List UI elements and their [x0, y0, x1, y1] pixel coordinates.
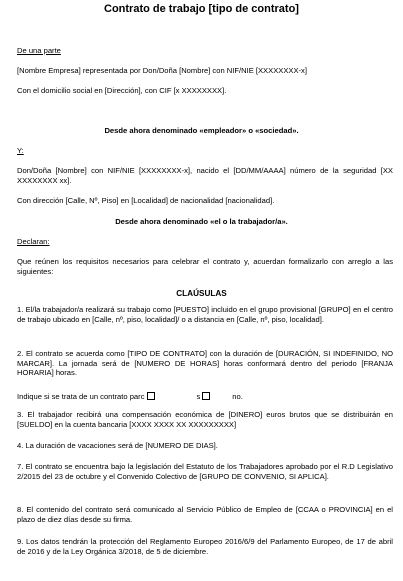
worker-identity-text: Don/Doña [Nombre] con NIF/NIE [XXXXXXXX-x], nacido el [DD/MM/AAAA] número de la seguridad [XX XXXXXXXX xx].	[17, 166, 393, 185]
worker-designation: Desde ahora denominado «el o la trabajador/a».	[115, 217, 288, 226]
clause-2-part-time	[17, 392, 393, 402]
page-title: Contrato de trabajo [tipo de contrato]	[104, 3, 299, 15]
clause-9: 9. Los datos tendrán la protección del Reglamento Europeo 2016/6/9 del Parlamento Europeo, de 17 de abril de 2016 y de la Ley Orgánica 3/2018, de 5 de diciembre.	[17, 537, 393, 556]
section-heading-second-party: Y:	[17, 146, 24, 155]
clause-7: 7. El contrato se encuentra bajo la legislación del Estatuto de los Trabajadores aprobado por el R.D Legislativo 2/2015 del 23 de octubre y el Convenido Colectivo de [GRUPO DE CONVENIO, SI APLICA].	[17, 462, 393, 481]
yes-checkbox[interactable]	[202, 392, 210, 400]
part-time-question: Indique si se trata de un contrato parc	[17, 392, 145, 401]
employer-designation: Desde ahora denominado «empleador» o «sociedad».	[104, 126, 299, 135]
clause-8: 8. El contenido del contrato será comunicado al Servicio Público de Empleo de [CCAA o PROVINCIA] en el plazo de diez días desde su firma.	[17, 505, 393, 524]
part-time-checkbox[interactable]	[147, 392, 155, 400]
employer-representative-text: [Nombre Empresa] representada por Don/Doña [Nombre] con NIF/NIE [XXXXXXXX-x]	[17, 66, 307, 75]
worker-address-text: Con dirección [Calle, Nº, Piso] en [Localidad] de nacionalidad [nacionalidad].	[17, 196, 275, 205]
clause-2: 2. El contrato se acuerda como [TIPO DE CONTRATO] con la duración de [DURACIÓN, SI INDEFINIDO, NO MARCAR]. La jornada será de [NUMERO DE HORAS] horas conformará dentro del periodo [FRANJA HORARIA] horas.	[17, 349, 393, 378]
yes-label: s	[196, 392, 201, 401]
clause-1: 1. El/la trabajador/a realizará su trabajo como [PUESTO] incluido en el grupo provisional [GRUPO] en el centro de trabajo ubicado en [Calle, nº, piso, localidad]/ o a distancia en [Calle, nº, piso, localidad].	[17, 305, 393, 324]
section-heading-first-party: De una parte	[17, 46, 61, 55]
no-label: no.	[232, 392, 243, 401]
declaration-text: Que reúnen los requisitos necesarios para celebrar el contrato y, acuerdan formalizarlo con arreglo a las siguientes:	[17, 257, 393, 276]
employer-address-text: Con el domicilio social en [Dirección], con CIF [x XXXXXXXX].	[17, 86, 227, 95]
clause-4: 4. La duración de vacaciones será de [NUMERO DE DIAS].	[17, 441, 218, 450]
clause-3: 3. El trabajador recibirá una compensación económica de [DINERO] euros brutos que se distribuirán en [SUELDO] en la cuenta bancaria [XXXX XXXX XX XXXXXXXXX]	[17, 410, 393, 429]
clauses-heading: CLAÚSULAS	[176, 289, 227, 298]
section-heading-declare: Declaran:	[17, 237, 50, 246]
